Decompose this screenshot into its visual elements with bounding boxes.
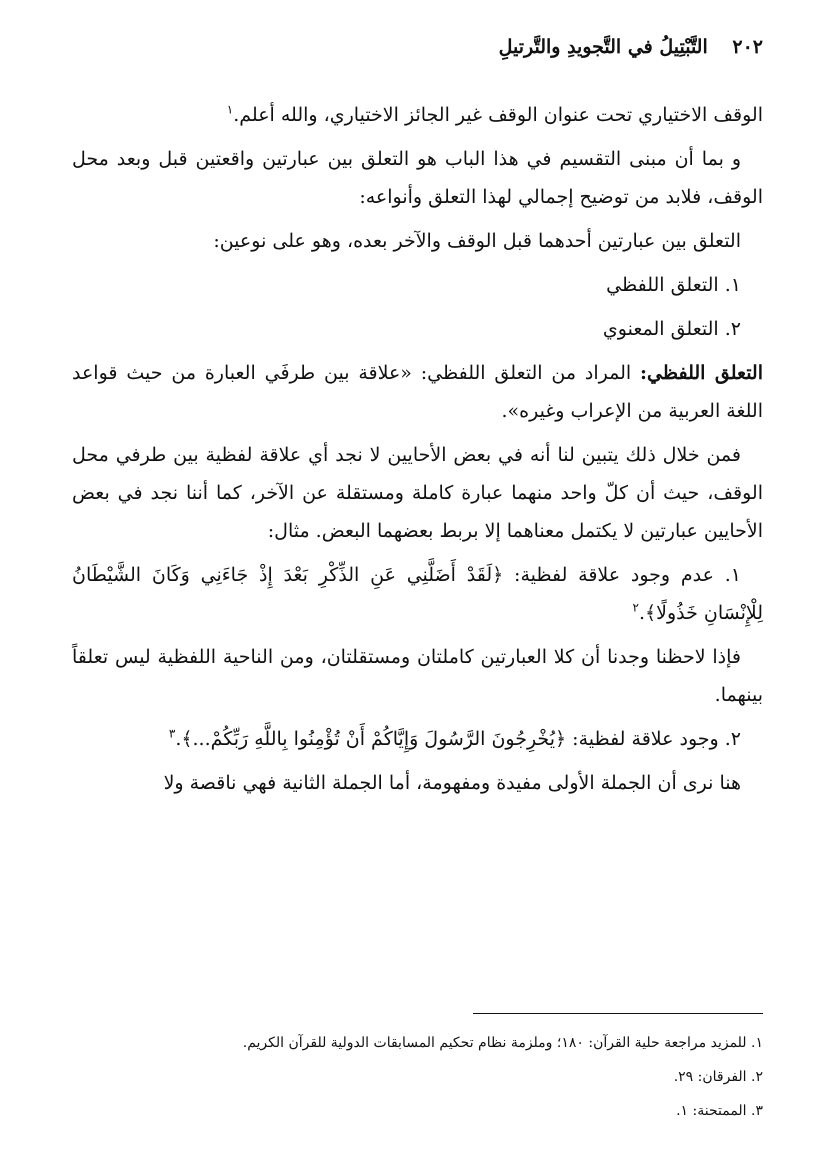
footnote-2: ٢. الفرقان: ٢٩. — [673, 1069, 763, 1085]
footnote-separator — [473, 1013, 763, 1014]
definition-text: المراد من التعلق اللفظي: «علاقة بين طرفَي العبارة من حيث قواعد اللغة العربية من الإعراب وغيره». — [72, 362, 763, 422]
paragraph-7: هنا نرى أن الجملة الأولى مفيدة ومفهومة، أما الجملة الثانية فهي ناقصة ولا — [163, 772, 741, 794]
paragraph-2: و بما أن مبنى التقسيم في هذا الباب هو التعلق بين عبارتين واقعتين قبل وبعد محل الوقف، فلابد من توضيح إجمالي لهذا التعلق وأنواعه: — [72, 148, 763, 208]
definition-term: التعلق اللفظي: — [640, 362, 763, 384]
footnote-ref-2: ٢ — [632, 600, 639, 615]
example-2-label: ٢. وجود علاقة لفظية: — [566, 728, 741, 750]
example-1-verse: ﴿لَقَدْ أَضَلَّنِي عَنِ الذِّكْرِ بَعْدَ إِذْ جَاءَنِي وَكَانَ الشَّيْطَانُ لِلْإِنْسَانِ خَذُولًا﴾. — [72, 564, 763, 624]
body-text — [72, 96, 763, 808]
example-1 — [72, 556, 763, 632]
example-1-label: ١. عدم وجود علاقة لفظية: — [503, 564, 741, 586]
footnotes — [72, 1026, 763, 1128]
running-title: التَّبْتِيلُ في التَّجويدِ والتَّرتيلِ — [498, 36, 708, 58]
paragraph-4 — [72, 354, 763, 430]
page-header — [72, 36, 763, 76]
paragraph-1 — [72, 96, 763, 134]
footnote-ref-1: ١ — [226, 102, 234, 117]
footnote-3: ٣. الممتحنة: ١. — [676, 1103, 763, 1119]
paragraph-3: التعلق بين عبارتين أحدهما قبل الوقف والآخر بعده، وهو على نوعين: — [213, 230, 741, 252]
paragraph-6: فإذا لاحظنا وجدنا أن كلا العبارتين كاملتان ومستقلتان، ومن الناحية اللفظية ليس تعلقاً بينهما. — [72, 646, 763, 706]
list-item-2: ٢. التعلق المعنوي — [602, 318, 741, 340]
example-2-verse: ﴿يُخْرِجُونَ الرَّسُولَ وَإِيَّاكُمْ أَنْ تُؤْمِنُوا بِاللَّهِ رَبِّكُمْ...﴾. — [175, 728, 567, 750]
footnote-ref-3: ٣ — [168, 726, 176, 741]
paragraph-5: فمن خلال ذلك يتبين لنا أنه في بعض الأحايين لا نجد أي علاقة لفظية بين طرفي محل الوقف، حيث أن كلّ واحد منهما عبارة كاملة ومستقلة عن الآخر، كما أننا نجد في بعض الأحايين عبارتين لا يكتمل معناهما إلا بربط بعضهما البعض. مثال: — [72, 444, 763, 542]
footnote-1: ١. للمزيد مراجعة حلية القرآن: ١٨٠؛ وملزمة نظام تحكيم المسابقات الدولية للقرآن الكريم. — [242, 1035, 763, 1051]
page-number: ٢٠٢ — [732, 36, 763, 58]
list-item-1: ١. التعلق اللفظي — [606, 274, 741, 296]
example-2 — [72, 720, 763, 758]
paragraph-1-text: الوقف الاختياري تحت عنوان الوقف غير الجائز الاختياري، والله أعلم. — [233, 104, 763, 126]
